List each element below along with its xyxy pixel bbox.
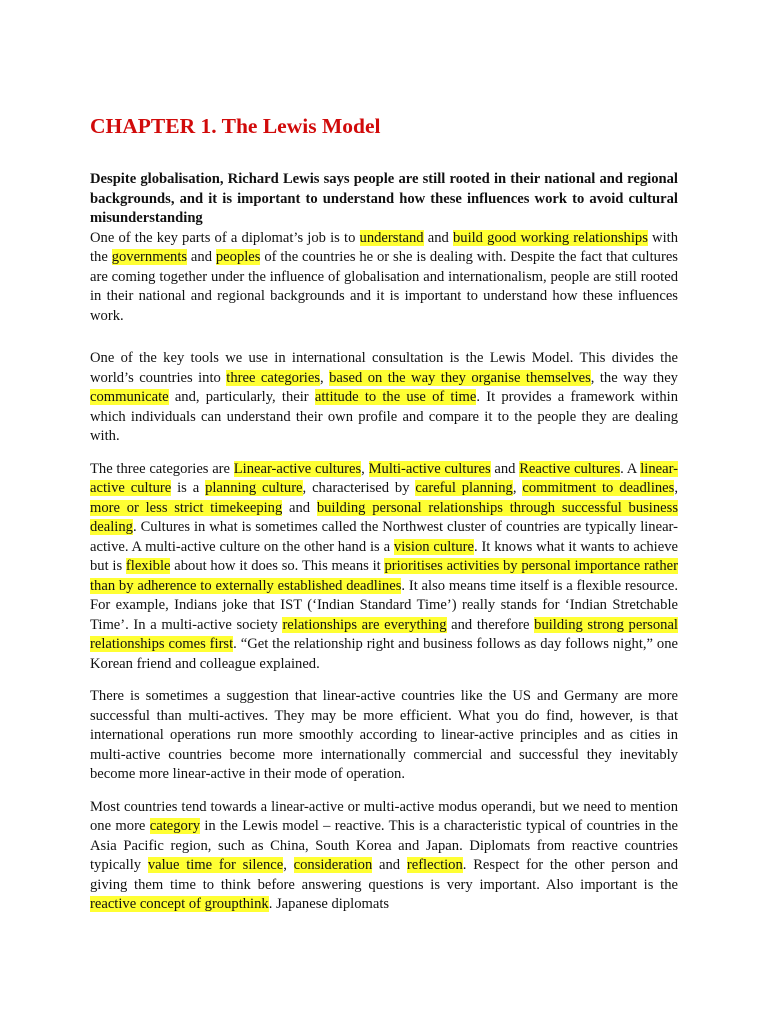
text-run: , the way they [590, 369, 678, 386]
text-run: , [283, 857, 294, 873]
text-run: . “Get the relationship right and business follows as day follows night,” one Korean friend and colleague explained. [90, 636, 678, 672]
text-run: . Respect for the other person and giving them time to think before answering questions is very important. Also important is the [90, 857, 679, 893]
text-run: and, particularly, their [168, 389, 315, 405]
text-run: and [282, 499, 317, 516]
highlighted-phrase: Multi-active cultures [368, 460, 491, 477]
highlighted-phrase: careful planning [415, 480, 513, 496]
chapter-title: CHAPTER 1. The Lewis Model [90, 114, 381, 138]
text-run: , [512, 480, 523, 496]
text-run: with the [90, 229, 678, 265]
highlighted-phrase: reflection [406, 857, 463, 873]
highlighted-phrase: reactive concept of groupthink [90, 896, 269, 912]
text-run: One of the key tools we use in international consultation is the Lewis Model. This divides the world’s countries into [90, 350, 678, 386]
text-run: and therefore [446, 616, 535, 633]
highlighted-phrase: category [149, 818, 201, 834]
highlighted-phrase: build good working relationships [452, 229, 648, 246]
highlighted-phrase: planning culture [205, 480, 303, 496]
text-run: and [423, 229, 453, 246]
paragraph-4 [90, 687, 678, 785]
text-run: . Japanese diplomats [268, 896, 390, 912]
paragraph-3 [90, 460, 678, 675]
text-run: , [361, 460, 369, 477]
text-run: , [320, 369, 330, 386]
highlighted-phrase: more or less strict timekeeping [90, 499, 283, 516]
lead-paragraph: Despite globalisation, Richard Lewis says people are still rooted in their national and regional backgrounds, and it is important to understand how these influences work to avoid cultural misunderstanding [90, 171, 678, 226]
text-run: in the Lewis model – reactive. This is a characteristic typical of countries in the Asia Pacific region, such as China, South Korea and Japan. Diplomats from reactive countries typically [90, 818, 678, 873]
text-run: of the countries he or she is dealing with. Despite the fact that cultures are coming together under the influence of globalisation and internationalism, people are still rooted in their national and regional backgrounds and it is important to understand how these influences work. [90, 249, 678, 324]
highlighted-phrase: based on the way they organise themselves [329, 369, 591, 386]
highlighted-phrase: communicate [90, 389, 169, 405]
highlighted-phrase: Reactive cultures [519, 460, 621, 477]
highlighted-phrase: linear-active culture [90, 460, 679, 496]
highlighted-phrase: governments [111, 249, 188, 265]
text-run: . It also means time itself is a flexible resource. For example, Indians joke that IST (‘Indian Standard Time’) really stands for ‘Indian Stretchable Time’. In a multi-active society [90, 577, 678, 633]
highlighted-phrase: attitude to the use of time [314, 389, 477, 405]
paragraph-1 [90, 229, 678, 327]
text-run: , characterised by [302, 480, 416, 496]
highlighted-phrase: relationships are everything [282, 616, 447, 633]
text-run: . It knows what it wants to achieve but is [90, 538, 678, 574]
highlighted-phrase: value time for silence [147, 857, 284, 873]
paragraph-2 [90, 349, 678, 447]
text-run: . Cultures in what is sometimes called the Northwest cluster of countries are typically linear-active. A multi-active culture on the other hand is a [90, 519, 678, 555]
text-run: and [372, 857, 407, 873]
text-run: and [187, 249, 216, 265]
text-run: The three categories are [90, 460, 234, 477]
highlighted-phrase: commitment to deadlines [522, 480, 675, 496]
highlighted-phrase: peoples [215, 249, 261, 265]
highlighted-phrase: flexible [125, 558, 171, 574]
text-run: One of the key parts of a diplomat’s job is to [90, 229, 360, 246]
highlighted-phrase: consideration [293, 857, 373, 873]
highlighted-phrase: vision culture [393, 538, 474, 555]
text-run: . It provides a framework within which individuals can understand their own profile and compare it to the people they are dealing with. [90, 389, 678, 444]
highlighted-phrase: building personal relationships through successful business dealing [90, 499, 678, 535]
text-run: Most countries tend towards a linear-active or multi-active modus operandi, but we need to mention one more [90, 798, 678, 834]
text-run: . A [620, 460, 641, 477]
highlighted-phrase: understand [359, 229, 424, 246]
text-run: is a [171, 480, 206, 496]
highlighted-phrase: Linear-active cultures [233, 460, 362, 477]
highlighted-phrase: three categories [226, 369, 321, 386]
text-run: There is sometimes a suggestion that linear-active countries like the US and Germany are more successful than multi-actives. They may be more efficient. What you do find, however, is that international operations run more smoothly according to linear-active principles and as cities in multi-active countries become more internationally commercial and successful they inevitably become more linear-active in their mode of operation. [90, 688, 678, 782]
highlighted-phrase: building strong personal relationships comes first [90, 616, 678, 652]
highlighted-phrase: prioritises activities by personal importance rather than by adherence to externally established deadlines [90, 558, 678, 594]
text-run: , [674, 480, 678, 496]
text-run: and [490, 460, 520, 477]
text-run: about how it does so. This means it [170, 558, 385, 574]
paragraph-5 [90, 798, 678, 915]
